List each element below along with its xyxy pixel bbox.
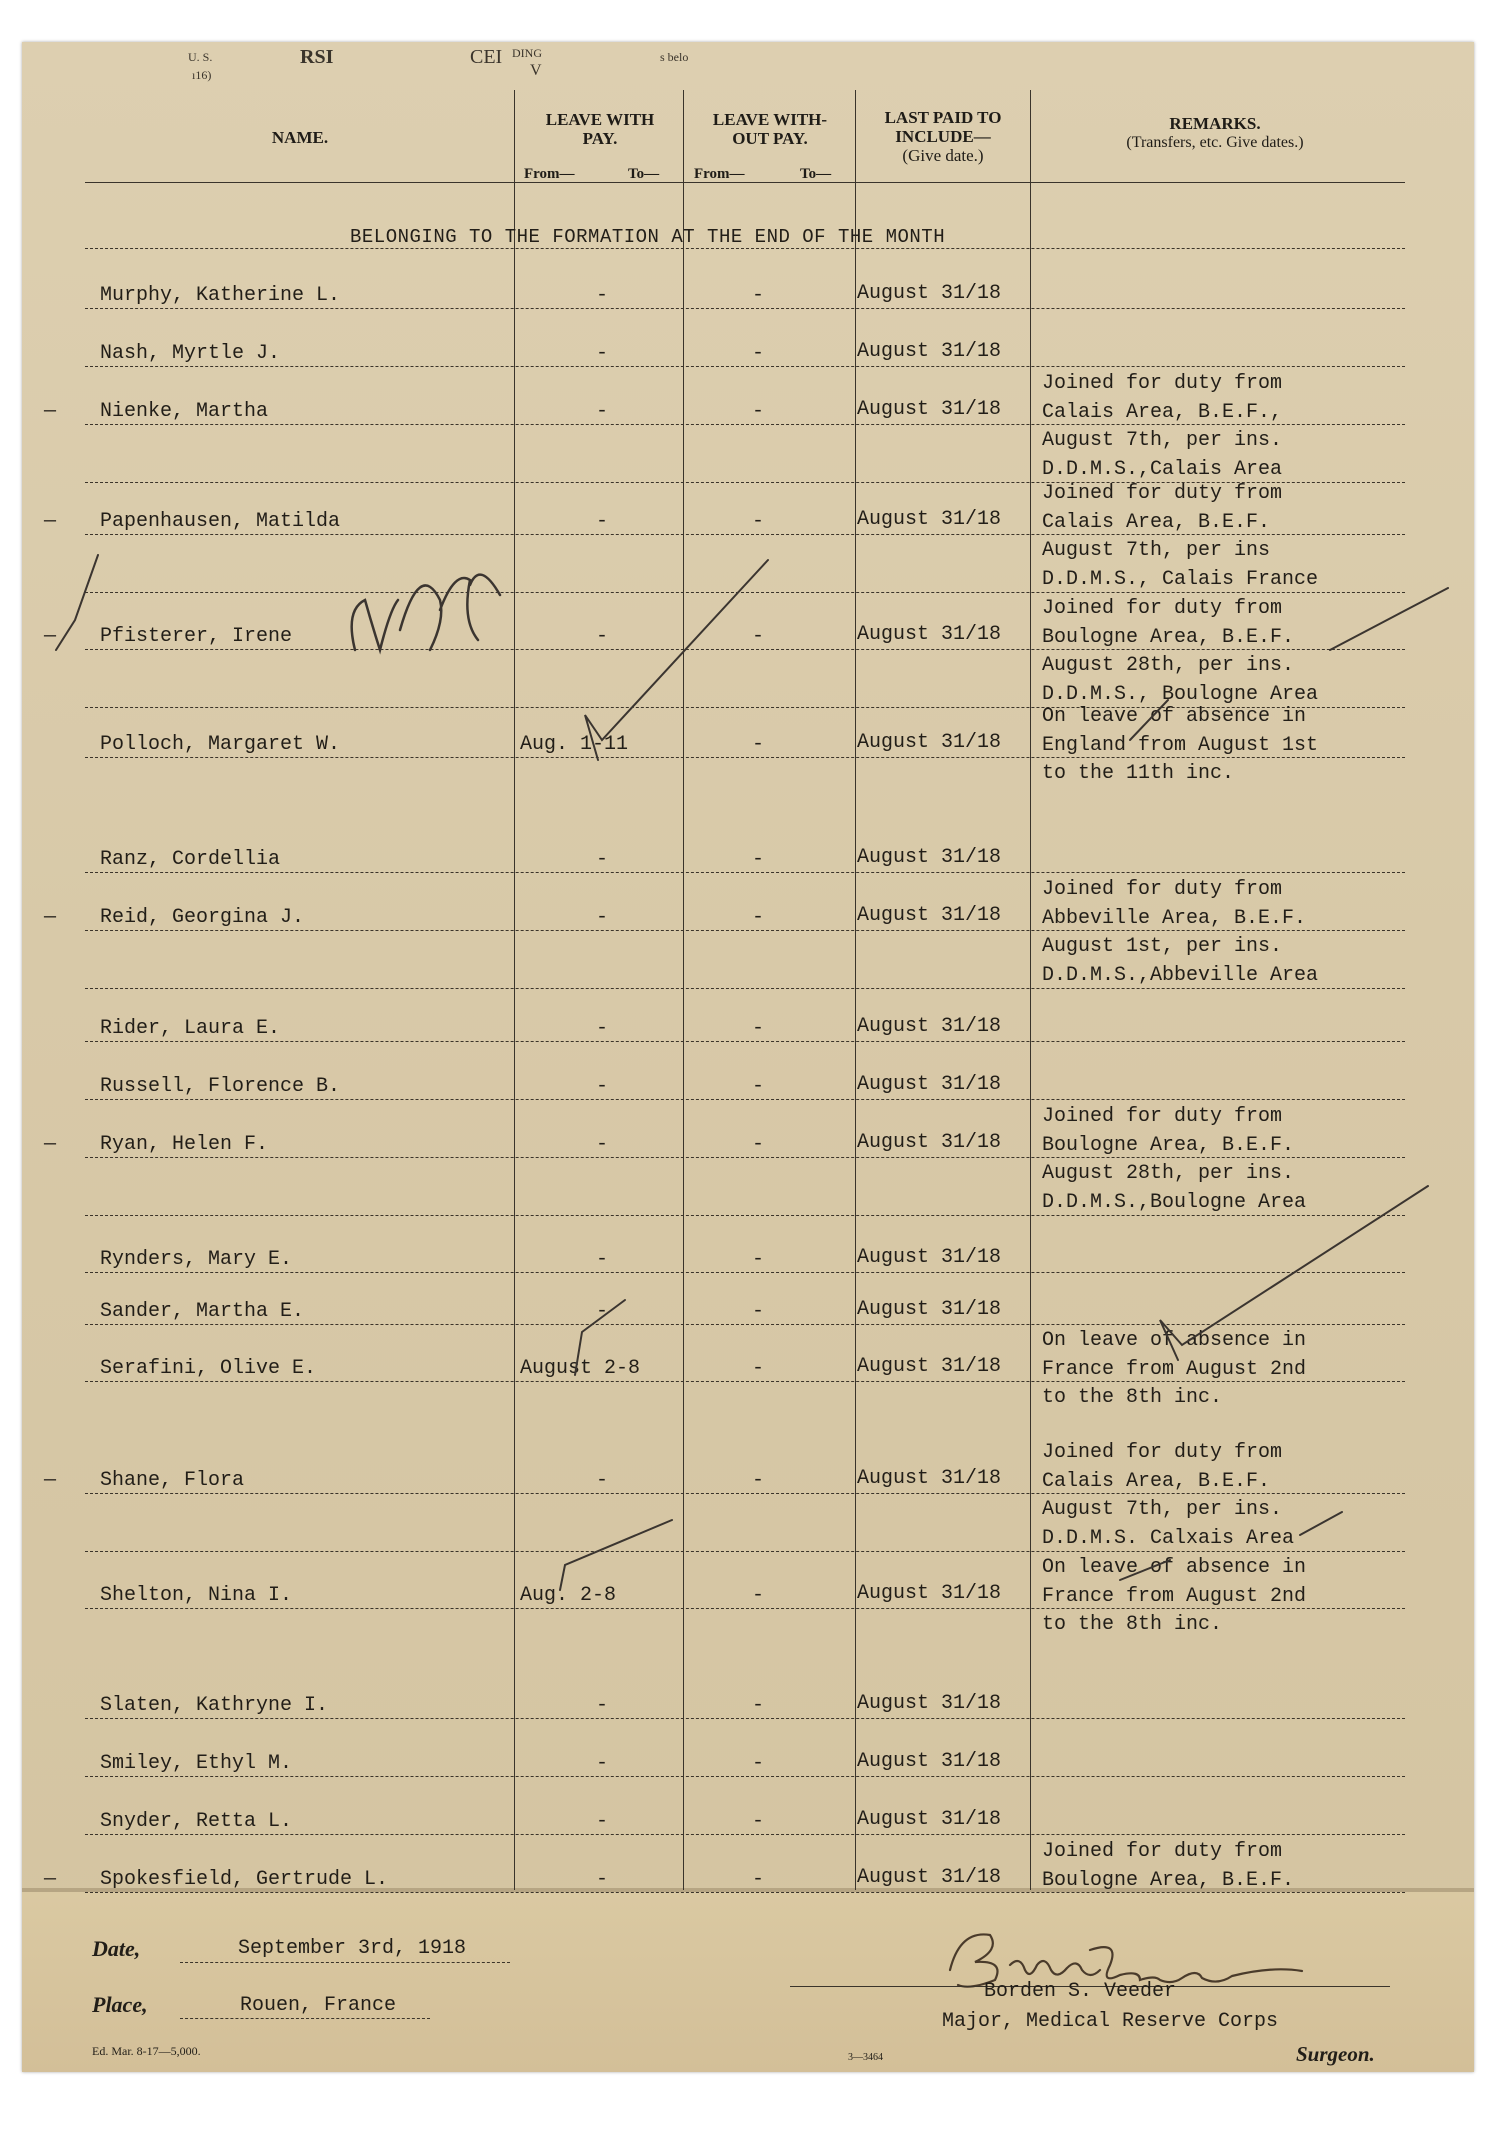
footer-form-number: 3—3464	[848, 2052, 883, 2063]
signer-name: Borden S. Veeder	[983, 1980, 1177, 2003]
row-remarks: Joined for duty from Boulogne Area, B.E.F.	[1042, 1840, 1295, 1892]
header-remarks: REMARKS. (Transfers, etc. Give dates.)	[1126, 114, 1304, 151]
row-last-paid: August 31/18	[857, 731, 1002, 754]
section-title: BELONGING TO THE FORMATION AT THE END OF THE MONTH	[350, 226, 946, 248]
row-name: Snyder, Retta L.	[100, 1810, 293, 1833]
row-name: Ryan, Helen F.	[100, 1133, 269, 1156]
row-name: Shane, Flora	[100, 1469, 245, 1492]
footer-date-rule	[180, 1962, 510, 1963]
row-leave-without-pay: -	[752, 733, 765, 756]
margin-tick-mark: —	[44, 1469, 57, 1492]
row-leave-without-pay: -	[752, 1357, 765, 1380]
row-remarks: Joined for duty from Calais Area, B.E.F. August 7th, per ins D.D.M.S., Calais France	[1042, 482, 1319, 591]
row-name: Smiley, Ethyl M.	[100, 1752, 293, 1775]
top-fragment-16: ı16)	[192, 68, 212, 82]
check-mark	[1300, 1512, 1342, 1535]
check-mark	[1160, 1186, 1428, 1360]
row-remarks: Joined for duty from Calais Area, B.E.F., August 7th, per ins. D.D.M.S.,Calais Area	[1042, 372, 1283, 481]
row-leave-with-pay: -	[596, 342, 609, 365]
row-leave-without-pay: -	[752, 1248, 765, 1271]
row-remarks: Joined for duty from Abbeville Area, B.E.F. August 1st, per ins. D.D.M.S.,Abbeville Area	[1042, 878, 1319, 987]
row-leave-with-pay: -	[596, 906, 609, 929]
row-leave-without-pay: -	[752, 510, 765, 533]
row-last-paid: August 31/18	[857, 1246, 1002, 1269]
row-name: Nash, Myrtle J.	[100, 342, 281, 365]
margin-tick-mark: —	[44, 400, 57, 423]
row-leave-without-pay: -	[752, 1469, 765, 1492]
row-leave-without-pay: -	[752, 1584, 765, 1607]
check-mark	[56, 555, 98, 650]
top-fragment-ding: DING	[512, 46, 542, 60]
row-leave-with-pay: -	[596, 510, 609, 533]
row-leave-with-pay: -	[596, 284, 609, 307]
check-mark	[585, 560, 768, 760]
margin-tick-mark: —	[44, 1133, 57, 1156]
row-remarks: On leave of absence in France from August 2nd to the 8th inc.	[1042, 1329, 1307, 1409]
footer-date-label: Date,	[92, 1936, 141, 1961]
header-leave-with-pay: LEAVE WITH PAY.	[545, 110, 655, 148]
check-mark	[560, 1520, 672, 1590]
row-leave-with-pay: -	[596, 1300, 609, 1323]
row-last-paid: August 31/18	[857, 508, 1002, 531]
row-last-paid: August 31/18	[857, 623, 1002, 646]
row-remarks: Joined for duty from Calais Area, B.E.F. August 7th, per ins. D.D.M.S. Calxais Area	[1042, 1441, 1295, 1550]
row-last-paid: August 31/18	[857, 1582, 1002, 1605]
row-name: Russell, Florence B.	[100, 1075, 341, 1098]
header-name: NAME.	[271, 128, 329, 147]
check-mark	[1330, 588, 1448, 650]
footer-date-value: September 3rd, 1918	[238, 1937, 467, 1960]
margin-tick-mark: —	[44, 906, 57, 929]
signature	[950, 1934, 1302, 1986]
initials-scribble	[352, 575, 500, 650]
row-leave-with-pay: -	[596, 1752, 609, 1775]
row-name: Reid, Georgina J.	[100, 906, 305, 929]
row-leave-with-pay: -	[596, 1133, 609, 1156]
row-name: Polloch, Margaret W.	[100, 733, 341, 756]
row-leave-without-pay: -	[752, 1752, 765, 1775]
row-last-paid: August 31/18	[857, 1131, 1002, 1154]
row-leave-without-pay: -	[752, 625, 765, 648]
row-last-paid: August 31/18	[857, 1015, 1002, 1038]
row-name: Murphy, Katherine L.	[100, 284, 341, 307]
row-leave-without-pay: -	[752, 906, 765, 929]
row-remarks: Joined for duty from Boulogne Area, B.E.F. August 28th, per ins. D.D.M.S., Boulogne Area	[1042, 597, 1319, 706]
row-last-paid: August 31/18	[857, 1298, 1002, 1321]
row-remarks: On leave of absence in France from August 2nd to the 8th inc.	[1042, 1556, 1307, 1636]
row-name: Papenhausen, Matilda	[100, 510, 341, 533]
check-mark	[1120, 1560, 1170, 1580]
row-leave-with-pay: -	[596, 400, 609, 423]
row-last-paid: August 31/18	[857, 846, 1002, 869]
row-leave-with-pay: -	[596, 1694, 609, 1717]
row-name: Serafini, Olive E.	[100, 1357, 317, 1380]
row-remarks: Joined for duty from Boulogne Area, B.E.F. August 28th, per ins. D.D.M.S.,Boulogne Area	[1042, 1105, 1307, 1214]
row-last-paid: August 31/18	[857, 340, 1002, 363]
row-last-paid: August 31/18	[857, 1692, 1002, 1715]
row-last-paid: August 31/18	[857, 1866, 1002, 1889]
row-leave-with-pay: -	[596, 1469, 609, 1492]
row-name: Sander, Martha E.	[100, 1300, 305, 1323]
row-leave-with-pay: -	[596, 625, 609, 648]
row-leave-without-pay: -	[752, 1133, 765, 1156]
row-leave-with-pay: -	[596, 1248, 609, 1271]
row-last-paid: August 31/18	[857, 1808, 1002, 1831]
row-name: Ranz, Cordellia	[100, 848, 281, 871]
row-name: Rynders, Mary E.	[100, 1248, 293, 1271]
row-leave-without-pay: -	[752, 284, 765, 307]
signer-rank: Major, Medical Reserve Corps	[941, 2010, 1279, 2033]
header-last-paid: LAST PAID TO INCLUDE— (Give date.)	[884, 108, 1002, 165]
header-from: From—	[524, 166, 575, 182]
row-leave-without-pay: -	[752, 1017, 765, 1040]
row-leave-with-pay: Aug. 2-8	[520, 1584, 617, 1607]
row-name: Pfisterer, Irene	[100, 625, 293, 648]
row-leave-without-pay: -	[752, 1300, 765, 1323]
row-name: Shelton, Nina I.	[100, 1584, 293, 1607]
row-leave-without-pay: -	[752, 1075, 765, 1098]
row-last-paid: August 31/18	[857, 1073, 1002, 1096]
margin-tick-mark: —	[44, 510, 57, 533]
row-leave-without-pay: -	[752, 342, 765, 365]
margin-tick-mark: —	[44, 1868, 57, 1891]
row-last-paid: August 31/18	[857, 282, 1002, 305]
row-leave-with-pay: Aug. 1-11	[520, 733, 629, 756]
row-leave-with-pay: -	[596, 1810, 609, 1833]
row-leave-with-pay: -	[596, 848, 609, 871]
row-leave-with-pay: -	[596, 1017, 609, 1040]
top-fragment-v: V	[530, 62, 542, 79]
footer-place-label: Place,	[92, 1992, 148, 2017]
row-last-paid: August 31/18	[857, 1355, 1002, 1378]
row-last-paid: August 31/18	[857, 1467, 1002, 1490]
row-leave-without-pay: -	[752, 848, 765, 871]
signer-title: Surgeon.	[1296, 2042, 1375, 2066]
footer-place-value: Rouen, France	[240, 1994, 397, 2017]
row-leave-with-pay: August 2-8	[520, 1357, 641, 1380]
header-from: From—	[694, 166, 745, 182]
row-last-paid: August 31/18	[857, 904, 1002, 927]
top-fragment-rsi: RSI	[300, 46, 334, 68]
row-name: Nienke, Martha	[100, 400, 269, 423]
row-name: Spokesfield, Gertrude L.	[100, 1868, 389, 1891]
header-to: To—	[628, 166, 660, 182]
top-fragment-cei: CEI	[470, 46, 503, 68]
header-to: To—	[800, 166, 832, 182]
row-name: Rider, Laura E.	[100, 1017, 281, 1040]
row-last-paid: August 31/18	[857, 1750, 1002, 1773]
row-leave-with-pay: -	[596, 1075, 609, 1098]
margin-tick-mark: —	[44, 625, 57, 648]
row-name: Slaten, Kathryne I.	[100, 1694, 329, 1717]
row-leave-with-pay: -	[596, 1868, 609, 1891]
top-fragment-below: s belo	[660, 50, 689, 64]
row-leave-without-pay: -	[752, 1810, 765, 1833]
row-remarks: On leave of absence in England from August 1st to the 11th inc.	[1042, 705, 1319, 785]
top-fragment-us: U. S.	[188, 50, 213, 64]
row-leave-without-pay: -	[752, 1868, 765, 1891]
row-leave-without-pay: -	[752, 400, 765, 423]
footer-edition: Ed. Mar. 8-17—5,000.	[92, 2044, 201, 2058]
check-mark	[1130, 700, 1168, 740]
row-last-paid: August 31/18	[857, 398, 1002, 421]
check-mark	[575, 1300, 625, 1375]
row-leave-without-pay: -	[752, 1694, 765, 1717]
footer-place-rule	[180, 2018, 430, 2019]
header-leave-without-pay: LEAVE WITH- OUT PAY.	[712, 110, 828, 148]
